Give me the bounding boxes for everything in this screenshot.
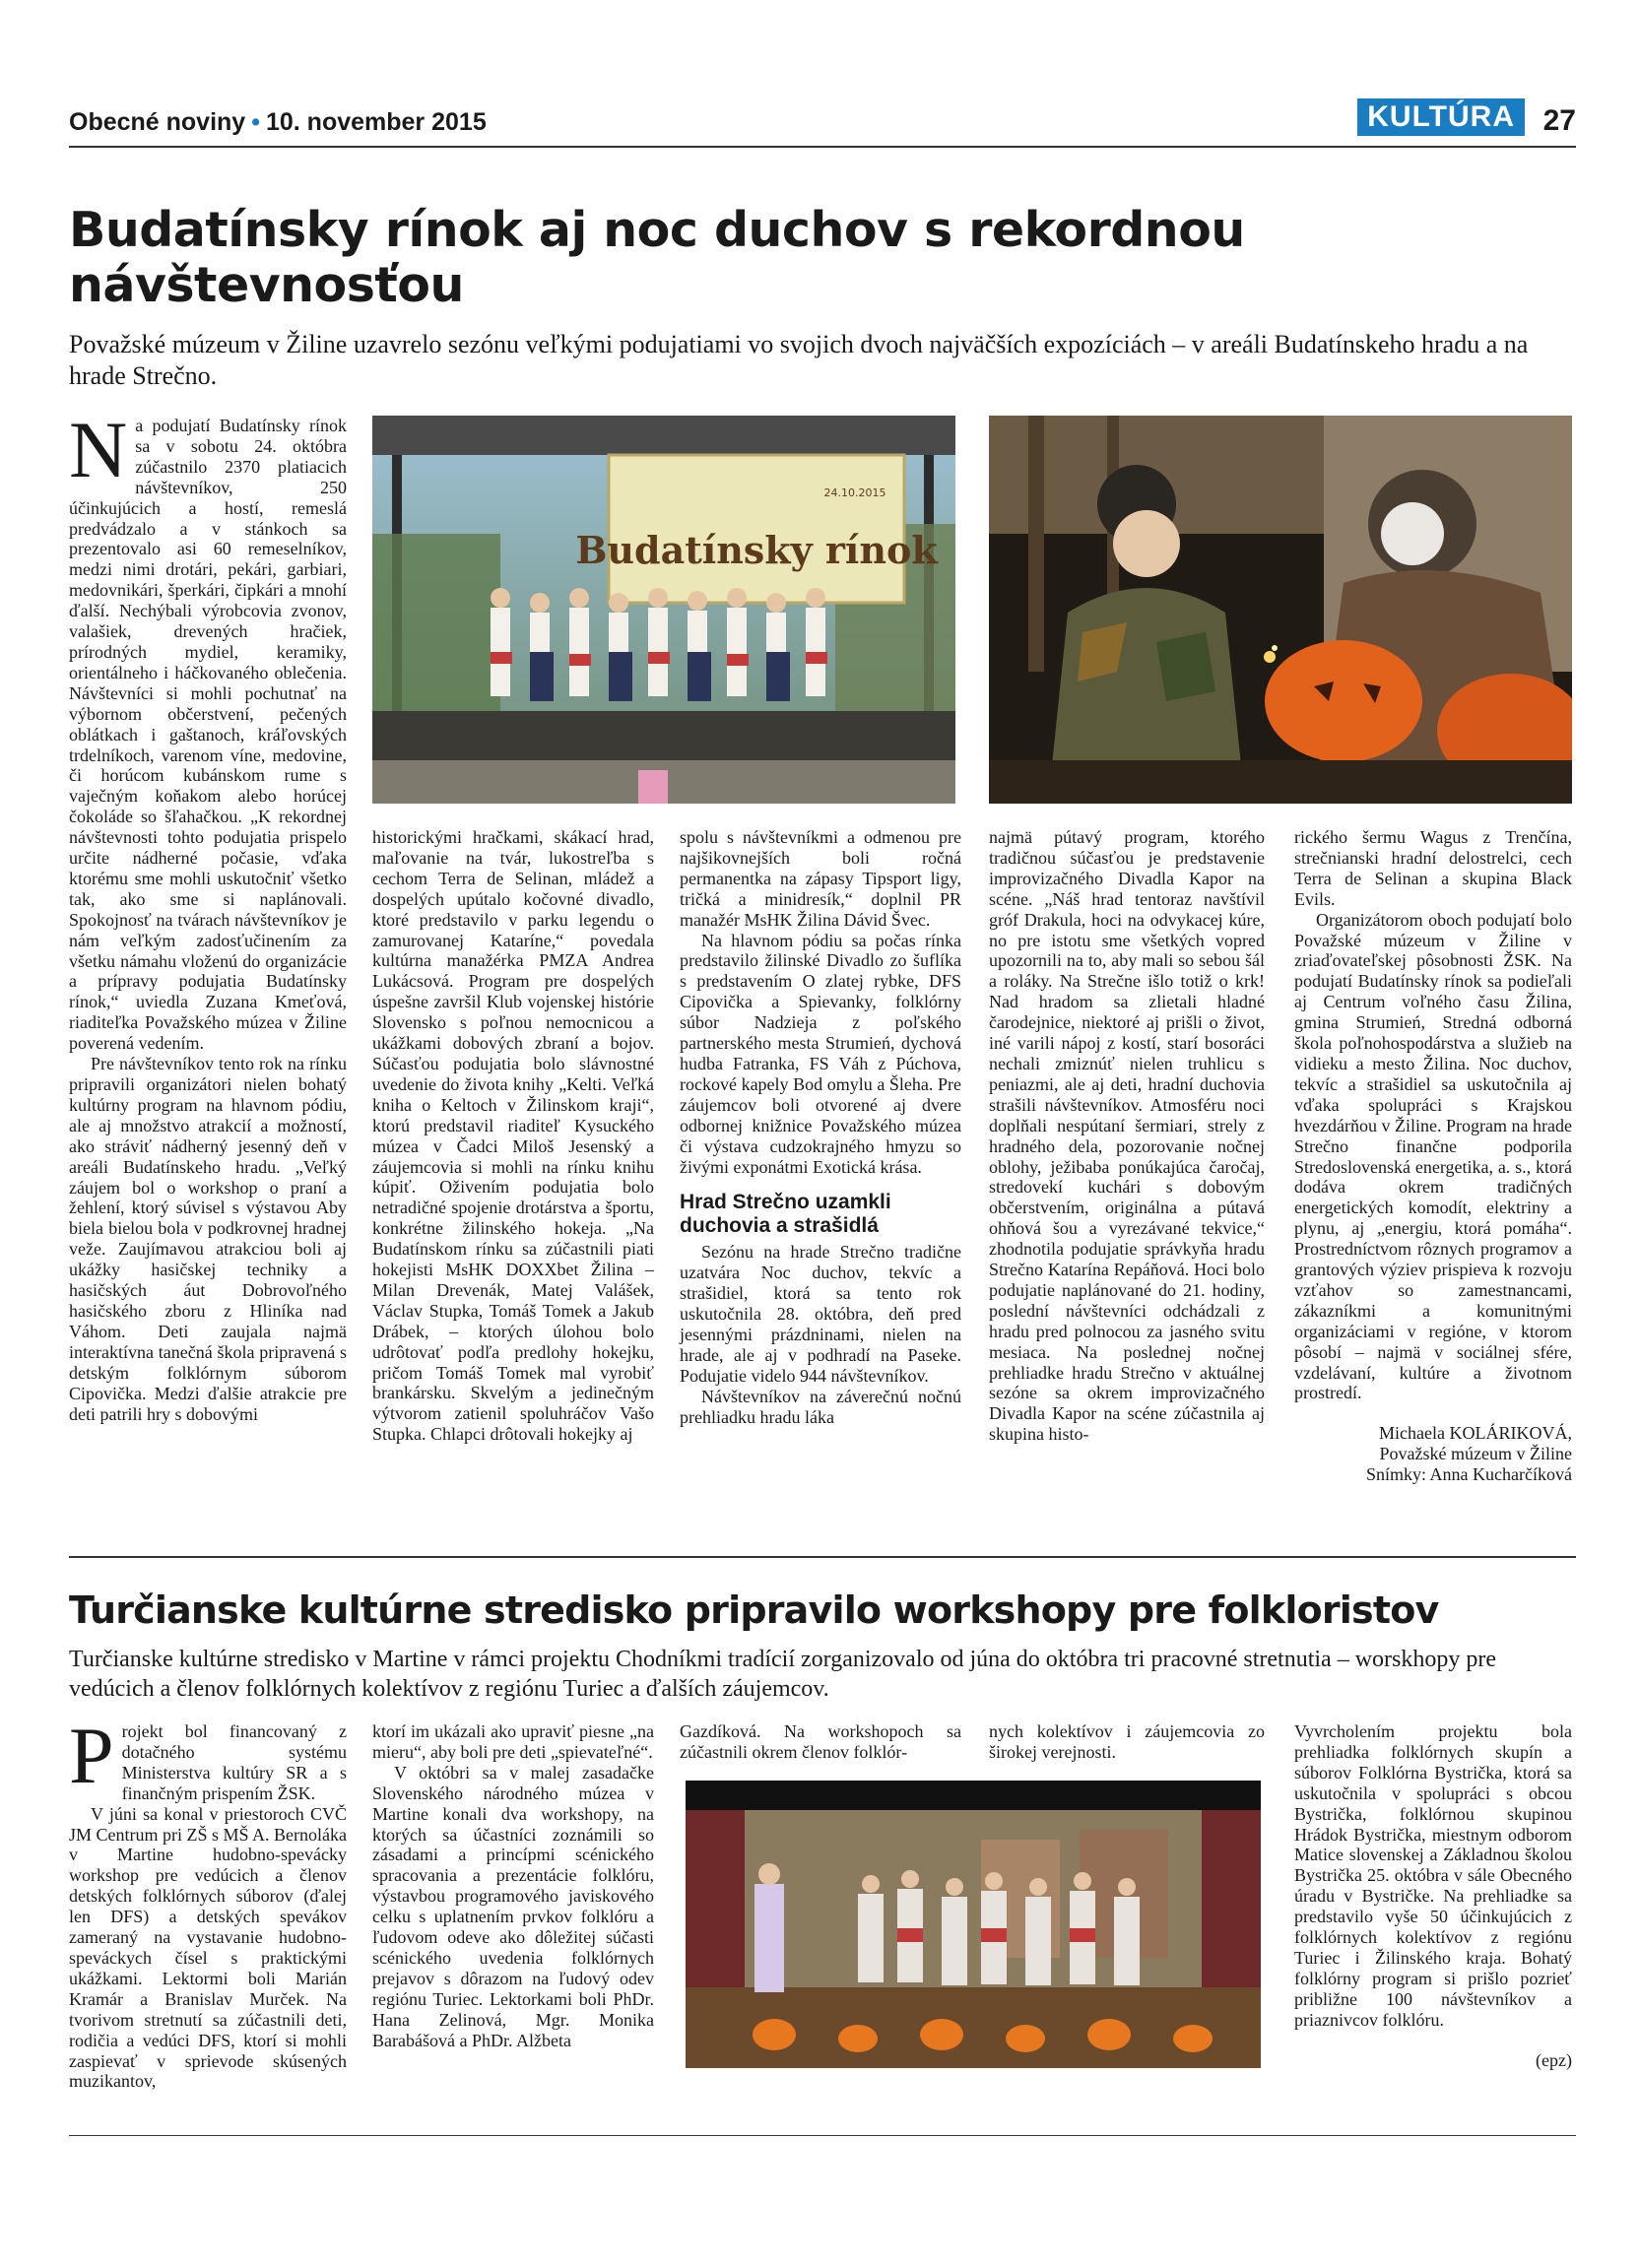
article2-lead: Turčianske kultúrne stredisko v Martine v rámci projektu Chodníkmi tradícií zorganizovalo od júna do októbra tri pracovné stretnutia – worskhopy pre vedúcich a členov folklórnych kolektívov z regiónu Turiec a ďalších záujemcov. xyxy=(69,1647,1497,1702)
page-number: 27 xyxy=(1542,104,1576,137)
article1-column-4 xyxy=(989,827,1265,1445)
article1-column-2 xyxy=(372,827,654,1445)
newspaper-name: Obecné noviny xyxy=(69,108,246,136)
article2-column-4 xyxy=(989,1721,1265,1763)
article1-col5-p1: rického šermu Wagus z Trenčína, strečnianski hradní delostrelci, cech Terra de Selinan a skupina Black Evils. xyxy=(1294,827,1572,909)
article2-col5-p1: Vyvrcholením projektu bola prehliadka folklórnych skupín a súborov Folklórna Bystrička, ktorá sa uskutočnila v spolupráci s obcou Bystrička, folklórnou skupinou Hrádok Bystrička, miestnym odborom Matice slovenskej a Základnou školou Bystrička 25. októbra v sále Obecného úradu v Bystričke. Na prehliadke sa predstavilo vyše 50 účinkujúcich z folklórnych kolektívov z regiónu Turiec i Žilinského kraja. Bohatý folklórny program si prišlo pozrieť približne 100 návštevníkov a priaznivcov folklóru. xyxy=(1294,1721,1572,2030)
article2-col4-p1: nych kolektívov i záujemcovia zo širokej verejnosti. xyxy=(989,1721,1265,1762)
photo-folklore-stage xyxy=(686,1781,1261,2068)
page-header xyxy=(69,98,1576,144)
article1-col3-p1: spolu s návštevníkmi a odmenou pre najšikovnejších boli ročná permanentka na zápasy Tipsport ligy, tričká a minidresík,“ doplnil PR manažér MsHK Žilina Dávid Švec. xyxy=(680,827,961,930)
article1-column-3 xyxy=(680,827,961,1428)
article1-author: Michaela KOLÁRIKOVÁ, xyxy=(1379,1423,1572,1444)
article1-col2-p1: historickými hračkami, skákací hrad, maľovanie na tvár, lukostreľba s cechom Terra de Selinan, mládež a dospelých upútalo kočovné divadlo, ktoré predstavilo v parku legendu o zamurovanej Kataríne,“ povedala kultúrna manažérka PMZA Andrea Lukácsová. Program pre dospelých úspešne završil Klub vojenskej histórie Slovensko s poľnou nemocnicou a ukážkami dobových zbraní a bojov. Súčasťou podujatia bolo slávnostné uvedenie do života knihy „Kelti. Veľká kniha o Keltoch v Žilinskom kraji“, ktorú predstavil riaditeľ Kysuckého múzea v Čadci Miloš Jesenský a záujemcovia si mohli na rínku knihu kúpiť. Oživením podujatia bolo netradičné spojenie drotárstva a športu, konkrétne žilinského hokeja. „Na Budatínskom rínku sa zúčastnili piati hokejisti MsHK DOXXbet Žilina – Milan Drevenák, Matej Valášek, Václav Stupka, Tomáš Tomek a Jakub Drábek, – ktorých úlohou bolo udrôtovať podľa predlohy hokejku, pričom Tomáš Tomek mal vyrobiť brankársku. Skvelým a jedinečným výtvorom zatienil spoluhráčov Vašo Stupka. Chlapci drôtovali hokejky aj xyxy=(372,827,654,1445)
masthead xyxy=(69,108,487,137)
article1-lead: Považské múzeum v Žiline uzavrelo sezónu veľkými podujatiami vo svojich dvoch najväčších expozíciách – v areáli Budatínskeho hradu a na hrade Strečno. xyxy=(69,330,1529,390)
header-divider xyxy=(69,146,1576,148)
separator-dot: • xyxy=(251,108,260,136)
article2-column-3 xyxy=(680,1721,961,1763)
article-divider xyxy=(69,1556,1576,1558)
article1-col1-p1: a podujatí Budatínsky rínok sa v sobotu 24. októbra zúčastnilo 2370 platiacich návštevníkov, 250 účinkujúcich a hostí, remeslá predvádzalo a v stánkoch sa prezentovalo asi 60 remeselníkov, medzi nimi drotári, pekári, garbiari, medovnikári, šperkári, čipkári a mnohí ďalší. Nechýbali výrobcovia zvonov, valašiek, drevených hračiek, prírodných mydiel, keramiky, orientálneho i háčkovaného oblečenia. Návštevníci si mohli pochutnať na výbornom občerstvení, pečených oblátkach i gaštanoch, kráľovských trdelníkoch, varenom víne, medovine, či horúcom kubánskom rume s vaječným koňakom alebo horúcej čokoláde so šľahačkou. „K rekordnej návštevnosti tohto podujatia prispelo určite nádherné počasie, vďaka ktorému sme mohli uskutočniť všetko tak, ako sme si naplánovali. Spokojnosť na tvárach návštevníkov je nám veľkým zadosťučinením za všetku námahu vloženú do organizácie a prípravy podujatia Budatínsky rínok,“ uviedla Zuzana Kmeťová, riaditeľka Považského múzea v Žiline poverená vedením. xyxy=(69,416,347,1054)
article1-subheading: Hrad Strečno uzamkli duchovia a strašidlá xyxy=(680,1191,891,1238)
article1-col3-p2: Na hlavnom pódiu sa počas rínka predstavilo žilinské Divadlo zo šuflíka s predstavením O zlatej rybke, DFS Cipovička a Spievanky, folklórny súbor Nadzieja z poľského partnerského mesta Strumień, dychová hudba Fatranka, FS Váh z Púchova, rockové kapely Bod omylu a Šleha. Pre záujemcov boli otvorené aj dvere odbornej knižnice Považského múzea či výstava cudzokrajného hmyzu so živými exponátmi Exotická krása. xyxy=(680,930,961,1177)
issue-date: 10. november 2015 xyxy=(265,108,487,136)
article2-title: Turčianske kultúrne stredisko pripravilo workshopy pre folkloristov xyxy=(69,1588,1439,1632)
article2-column-2 xyxy=(372,1721,654,2051)
article1-photo-credit: Snímky: Anna Kucharčíková xyxy=(1366,1464,1572,1485)
article1-col4-p1: najmä pútavý program, ktorého tradičnou súčasťou je predstavenie improvizačného Divadla Kapor na scéne. „Náš hrad tentoraz navštívil gróf Drakula, hoci na odvykacej kúre, no pre istotu sme všetkých vopred upozornili na to, aby mali so sebou šál a roláky. Na Strečne išlo totiž o krk! Nad hradom sa zlietali hladné čarodejnice, niektoré aj prišli o život, iné varili nápoj z kostí, starí bosoráci nechali zmiznúť nielen truhlicu s peniazmi, ale aj deti, hradní duchovia strašili návštevníkov. Atmosféru noci doplňali nespútaní šermiari, strely z hradného dela, pozorovanie nočnej oblohy, ježibaba ponúkajúca čaročaj, stredovekí kuchári s dobovým občerstvením, originálna a pútavá ohňová šou a vyrezávané tekvice,“ zhodnotila podujatie správkyňa hradu Strečno Katarína Repáňová. Hoci bolo podujatie naplánované do 21. hodiny, poslední návštevníci odchádzali z hradu pred polnocou za jasného svitu mesiaca. Na poslednej nočnej prehliadke hradu Strečno v aktuálnej sezóne sa okrem improvizačného Divadla Kapor na scéne zúčastnila aj skupina histo- xyxy=(989,827,1265,1445)
article2-dropcap: P xyxy=(69,1711,114,1800)
photo-budatin-stage xyxy=(372,416,955,804)
article2-column-1 xyxy=(69,1711,347,2092)
article2-signature: (epz) xyxy=(1536,2049,1572,2070)
photo-strecno-pumpkins xyxy=(989,416,1572,804)
banner-title: Budatínsky rínok xyxy=(575,528,938,572)
article1-col1-p2: Pre návštevníkov tento rok na rínku pripravili organizátori nielen bohatý kultúrny program na hlavnom pódiu, ale aj množstvo atrakcií a možností, ako stráviť nádherný jesenný deň v areáli Budatínskeho hradu. „Veľký záujem bol o workshop o praní a žehlení, ktorý súvisel s výstavou Aby biela bielou bola v podkrovnej hradnej veže. Zaujímavou atrakciou boli aj ukážky hasičskej techniky a hasičských áut Dobrovoľného hasičského zboru z Hliníka nad Váhom. Deti zaujala najmä interaktívna tanečná škola pripravená s detským folklórnym súborom Cipovička. Medzi ďalšie atrakcie pre deti patrili hry s dobovými xyxy=(69,1054,347,1424)
article2-col2-p2: V októbri sa v malej zasadačke Slovenského národného múzea v Martine konali dva workshopy, na ktorých sa účastníci zoznámili so zásadami a princípmi scénického spracovania a prezentácie folklóru, výstavbou programového javiskového celku s uplatnením prvkov folklóru a ľudovom odeve ako dôležitej súčasti scénického uvedenia folklórnych prejavov s dôrazom na ľudový odev regiónu Turiec. Lektorkami boli PhDr. Hana Zelinová, Mgr. Monika Barabášová a PhDr. Alžbeta xyxy=(372,1762,654,2050)
article1-col3-p4: Návštevníkov na záverečnú nočnú prehliadku hradu láka xyxy=(680,1386,961,1427)
article2-col1-p1: rojekt bol financovaný z dotačného systému Ministerstva kultúry SR a s finančným prispením ŽSK. xyxy=(121,1721,347,1803)
article1-dropcap: N xyxy=(69,405,128,494)
article1-title: Budatínsky rínok aj noc duchov s rekordnou návštevnosťou xyxy=(69,202,1245,313)
banner-date: 24.10.2015 xyxy=(823,486,886,499)
footer-divider xyxy=(69,2135,1576,2136)
article2-column-5 xyxy=(1294,1721,1572,2071)
article1-col3-p3: Sezónu na hrade Strečno tradične uzatvára Noc duchov, tekvíc a strašidiel, ktorá sa tento rok uskutočnila 28. októbra, deň pred jesennými prázdninami, nielen na hrade, ale aj v podhradí na Paseke. Podujatie videlo 944 návštevníkov. xyxy=(680,1242,961,1386)
article1-col5-p2: Organizátorom oboch podujatí bolo Považské múzeum v Žiline v zriaďovateľskej pôsobnosti ŽSK. Na podujatí Budatínsky rínok sa podieľali aj Centrum voľného času Žilina, gmina Strumień, Stredná odborná škola poľnohospodárstva a služieb na vidieku a mesto Žilina. Noc duchov, tekvíc a strašidiel sa uskutočnila aj vďaka spolupráci s Krajskou hvezdárňou v Žiline. Program na hrade Strečno finančne podporila Stredoslovenská energetika, a. s., ktorá dodáva okrem tradičných energetických komodít, elektriny a plynu, aj „energiu, ktorá pomáha“. Prostredníctvom rôznych programov a grantových výziev prispieva k rozvoju vzťahov so zamestnancami, zákazníkmi a komunitnými organizáciami v regióne, v ktorom pôsobí – najmä v sociálnej sfére, vzdelávaní, kultúre a životnom prostredí. xyxy=(1294,909,1572,1403)
article2-col2-p1: ktorí im ukázali ako upraviť piesne „na mieru“, aby boli pre deti „spievateľné“. xyxy=(372,1721,654,1762)
section-badge: KULTÚRA xyxy=(1357,98,1525,136)
article2-col1-p2: V júni sa konal v priestoroch CVČ JM Centrum pri ZŠ s MŠ A. Bernoláka v Martine hudobno-spevácky workshop pre vedúcich a členov detských folklórnych súborov (ďalej len DFS) a detských spevákov zameraný na vystavanie hudobno-speváckych čísel s praktickými ukážkami. Lektormi boli Marián Kramár a Branislav Murček. Na tvorivom stretnutí sa zúčastnili deti, rodičia a vedúci DFS, ktorí si mohli zaspievať v sprievode skúsených muzikantov, xyxy=(69,1803,347,2092)
article2-col3-p1: Gazdíková. Na workshopoch sa zúčastnili okrem členov folklór- xyxy=(680,1721,961,1762)
article1-column-1 xyxy=(69,405,347,1424)
article1-column-5 xyxy=(1294,827,1572,1485)
article1-institution: Považské múzeum v Žiline xyxy=(1379,1444,1572,1464)
